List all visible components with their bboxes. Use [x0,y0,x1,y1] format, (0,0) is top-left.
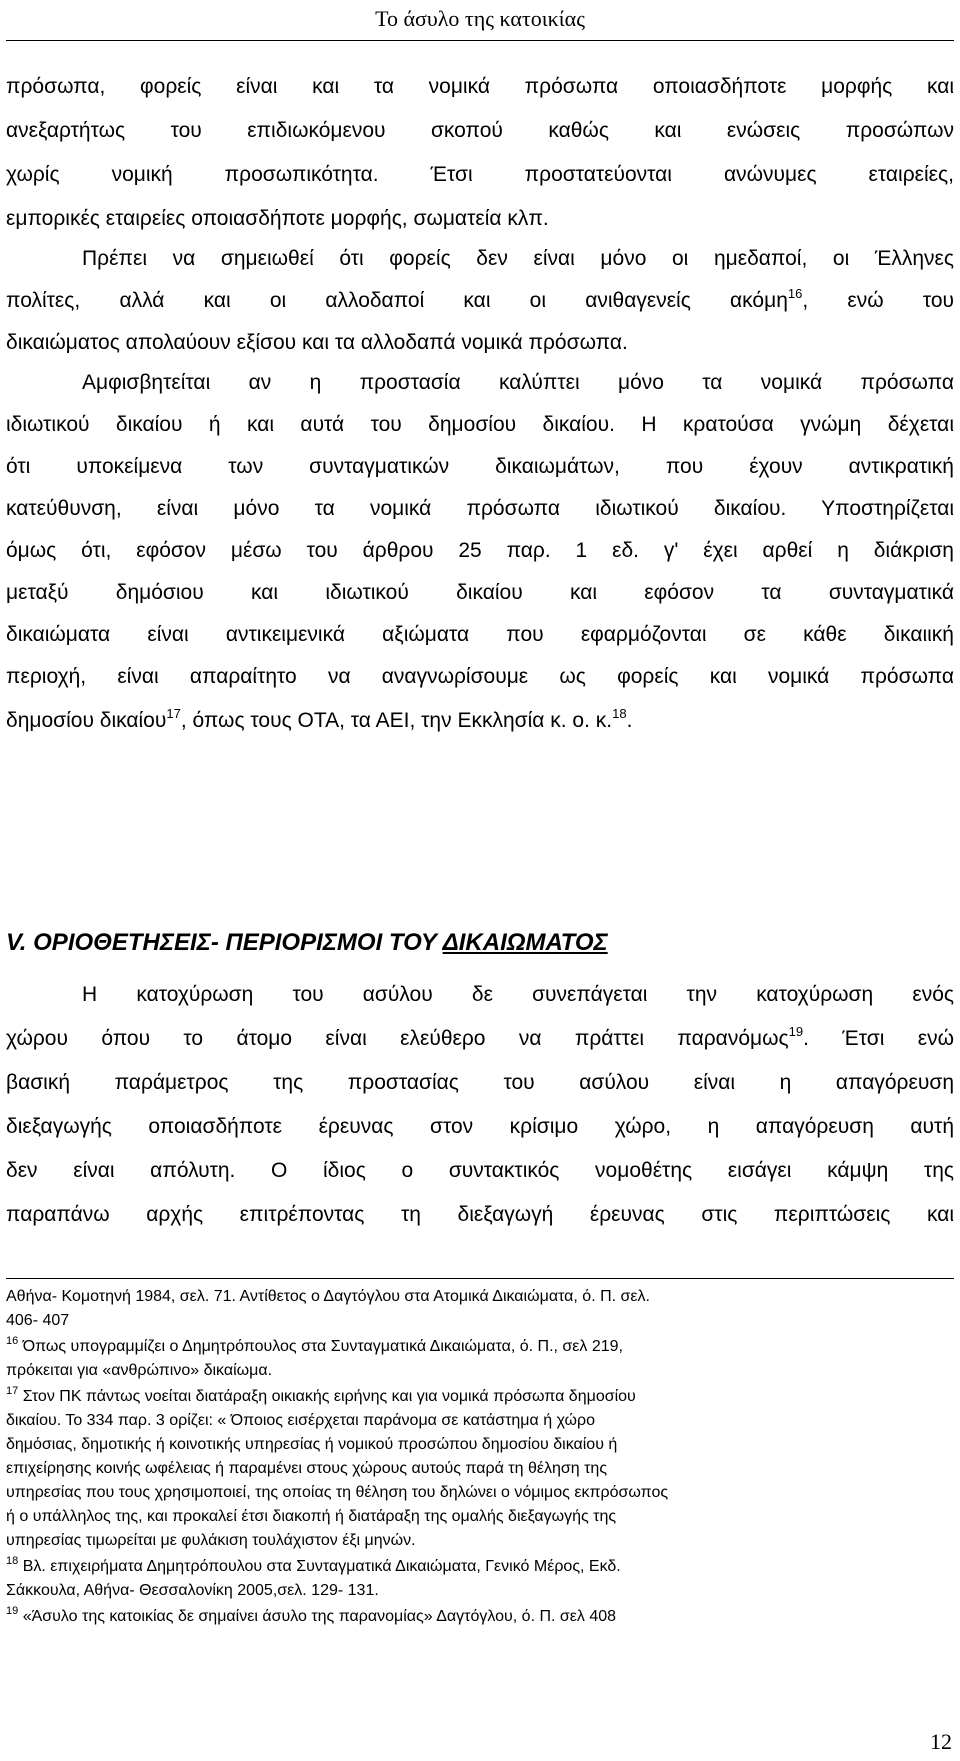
text-span: δημοσίου δικαίου [6,709,167,732]
footnote-number: 19 [6,1605,19,1617]
section-heading [6,928,608,958]
footnote-number: 16 [6,1335,19,1347]
paragraph-line: μεταξύ δημόσιου και ιδιωτικού δικαίου και εφόσον τα συνταγματικά [6,581,954,604]
text-span: . [626,709,633,732]
heading-underlined-text: ΔΙΚΑΙΩΜΑΤΟΣ [442,929,608,956]
footnote-17 [6,1385,636,1409]
paragraph-line: παραπάνω αρχής επιτρέποντας τη διεξαγωγή έρευνας στις περιπτώσεις και [6,1203,954,1226]
header-rule [6,40,954,41]
text-span: χώρου όπου το άτομο είναι ελεύθερο να πράττει παρανόμως [6,1027,789,1050]
paragraph-line: περιοχή, είναι απαραίτητο να αναγνωρίσουμε ως φορείς και νομικά πρόσωπα [6,665,954,688]
footnote-ref: 19 [788,1024,804,1039]
paragraph-line: βασική παράμετρος της προστασίας του ασύλου είναι η απαγόρευση [6,1071,954,1094]
paragraph-line: χωρίς νομική προσωπικότητα. Έτσι προστατεύονται ανώνυμες εταιρείες, [6,163,954,186]
paragraph-line: δικαιώματα είναι αντικειμενικά αξιώματα που εφαρμόζονται σε κάθε δικαιική [6,623,954,646]
footnote-text: Βλ. επιχειρήματα Δημητρόπουλου στα Συνταγματικά Δικαιώματα, Γενικό Μέρος, Εκδ. [18,1558,621,1575]
footnote-16 [6,1335,623,1359]
text-span: , όπως τους ΟΤΑ, τα ΑΕΙ, την Εκκλησία κ. ο. κ. [180,709,613,732]
footnote-ref: 18 [612,706,627,721]
footnote-number: 18 [6,1555,19,1567]
paragraph-line: όμως ότι, εφόσον μέσω του άρθρου 25 παρ. 1 εδ. γ' έχει αρθεί η διάκριση [6,539,954,562]
paragraph-line [6,706,954,736]
footnote-19 [6,1605,616,1629]
footnote-text: Όπως υπογραμμίζει ο Δημητρόπουλος στα Συνταγματικά Δικαιώματα, ό. Π., σελ 219, [18,1338,623,1355]
paragraph-line: ιδιωτικού δικαίου ή και αυτά του δημοσίου δικαίου. Η κρατούσα γνώμη δέχεται [6,413,954,436]
paragraph-line: Πρέπει να σημειωθεί ότι φορείς δεν είναι μόνο οι ημεδαποί, οι Έλληνες [82,247,954,270]
paragraph-line: Αμφισβητείται αν η προστασία καλύπτει μόνο τα νομικά πρόσωπα [82,371,954,394]
paragraph-line [6,1024,954,1054]
footnote-separator [6,1278,954,1279]
paragraph-line: δικαιώματος απολαύουν εξίσου και τα αλλοδαπά νομικά πρόσωπα. [6,331,628,354]
paragraph-line: Η κατοχύρωση του ασύλου δε συνεπάγεται την κατοχύρωση ενός [82,983,954,1006]
paragraph-line: κατεύθυνση, είναι μόνο τα νομικά πρόσωπα ιδιωτικού δικαίου. Υποστηρίζεται [6,497,954,520]
paragraph-line: ότι υποκείμενα των συνταγματικών δικαιωμάτων, που έχουν αντικρατική [6,455,954,478]
footnote-ref: 17 [166,706,181,721]
footnote-line: επιχείρησης κοινής ωφέλειας ή παραμένει στους χώρους αυτούς παρά τη θέληση της [6,1460,608,1477]
footnote-line: υπηρεσίας που τους χρησιμοποιεί, της οποίας τη θέληση του δηλώνει ο νόμιμος εκπρόσωπος [6,1484,669,1501]
footnote-line: υπηρεσίας τιμωρείται με φυλάκιση τουλάχιστον έξι μηνών. [6,1532,416,1549]
footnote-line: δικαίου. Το 334 παρ. 3 ορίζει: « Όποιος εισέρχεται παράνομα σε κατάστημα ή χώρο [6,1412,596,1429]
heading-text: V. ΟΡΙΟΘΕΤΗΣΕΙΣ- ΠΕΡΙΟΡΙΣΜΟΙ ΤΟΥ [6,929,443,956]
paragraph-line: εμπορικές εταιρείες οποιασδήποτε μορφής, σωματεία κλπ. [6,207,549,230]
running-header: Το άσυλο της κατοικίας [375,6,585,31]
footnote-18 [6,1555,621,1579]
text-span: πολίτες, αλλά και οι αλλοδαποί και οι ανιθαγενείς ακόμη [6,289,788,312]
page-number: 12 [930,1729,952,1754]
footnote-text: «Άσυλο της κατοικίας δε σημαίνει άσυλο της παρανομίας» Δαγτόγλου, ό. Π. σελ 408 [18,1608,617,1625]
footnote-line: 406- 407 [6,1312,70,1329]
footnote-text: Στον ΠΚ πάντως νοείται διατάραξη οικιακής ειρήνης και για νομικά πρόσωπα δημοσίου [18,1388,636,1405]
footnote-number: 17 [6,1385,19,1397]
paragraph-line: ανεξαρτήτως του επιδιωκόμενου σκοπού καθώς και ενώσεις προσώπων [6,119,954,142]
footnote-line: δημόσιας, δημοτικής ή κοινοτικής υπηρεσίας ή νομικού προσώπου δημοσίου δικαίου ή [6,1436,618,1453]
footnote-line: πρόκειται για «ανθρώπινο» δικαίωμα. [6,1362,273,1379]
text-span: . Έτσι ενώ [803,1027,955,1050]
paragraph-line: διεξαγωγής οποιασδήποτε έρευνας στον κρίσιμο χώρο, η απαγόρευση αυτή [6,1115,954,1138]
footnote-line: ή ο υπάλληλος της, και προκαλεί έτσι διακοπή ή διατάραξη της ομαλής διεξαγωγής της [6,1508,617,1525]
footnote-line: Αθήνα- Κομοτηνή 1984, σελ. 71. Αντίθετος ο Δαγτόγλου στα Ατομικά Δικαιώματα, ό. Π. σελ. [6,1288,650,1305]
footnote-ref: 16 [787,286,803,301]
paragraph-line: πρόσωπα, φορείς είναι και τα νομικά πρόσωπα οποιασδήποτε μορφής και [6,75,954,98]
paragraph-line [6,286,954,316]
paragraph-line: δεν είναι απόλυτη. Ο ίδιος ο συντακτικός νομοθέτης εισάγει κάμψη της [6,1159,954,1182]
footnote-line: Σάκκουλα, Αθήνα- Θεσσαλονίκη 2005,σελ. 129- 131. [6,1582,379,1599]
text-span: , ενώ του [802,289,954,312]
